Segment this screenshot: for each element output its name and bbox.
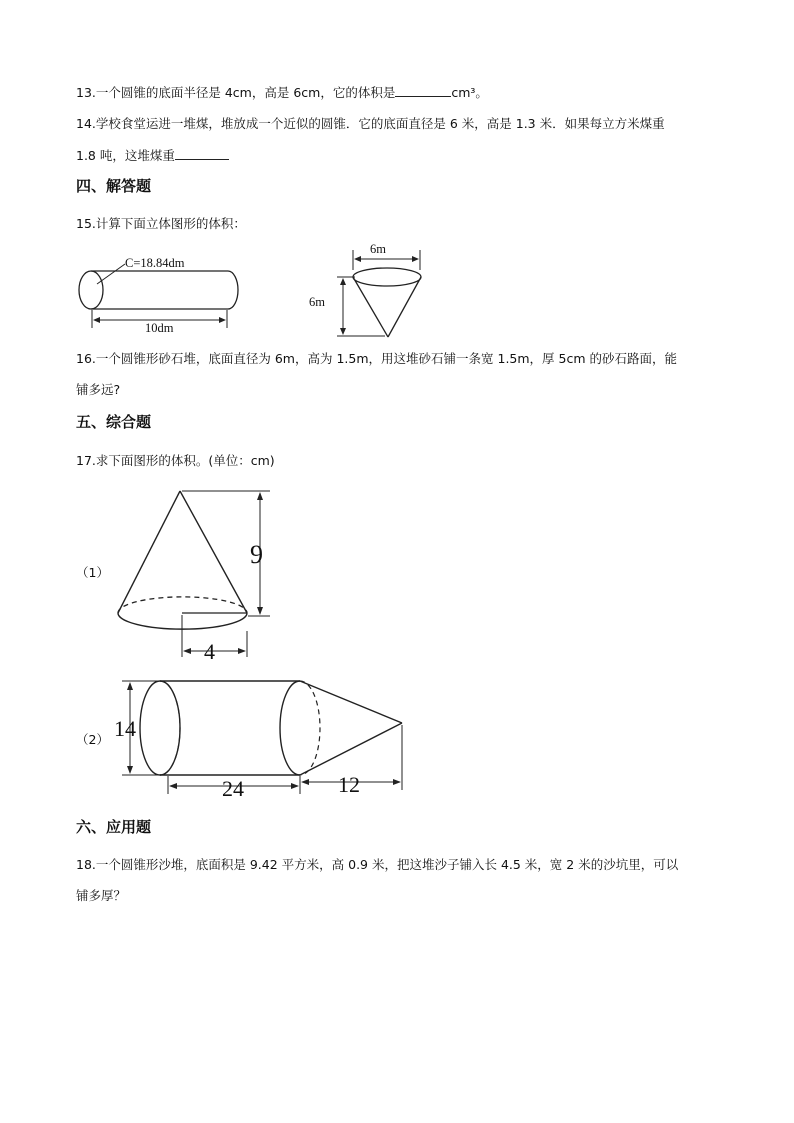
cone-top-face xyxy=(353,268,421,286)
cylinder-left-face xyxy=(79,271,103,309)
question-13 xyxy=(76,84,488,101)
cone-diameter-label: 6m xyxy=(370,242,386,256)
question-17: 17.求下面图形的体积。(单位：cm) xyxy=(76,453,275,468)
question-13-text: 13.一个圆锥的底面半径是 4cm，高是 6cm，它的体积是 xyxy=(76,85,396,100)
answer-blank-14[interactable] xyxy=(175,147,229,160)
cone-large-radius-label: 4 xyxy=(204,639,215,664)
question-13-unit: cm³。 xyxy=(451,85,488,100)
figure-label-2: （2） xyxy=(76,732,109,747)
cone-height-label: 6m xyxy=(309,295,325,309)
question-14-text: 1.8 吨，这堆煤重 xyxy=(76,148,175,163)
section-heading-5: 五、综合题 xyxy=(76,413,152,431)
figure-cone-large xyxy=(112,485,282,665)
figure-label-1: （1） xyxy=(76,565,109,580)
section-heading-6: 六、应用题 xyxy=(76,818,152,836)
figure-cone-small xyxy=(305,240,435,340)
cylinder-length-label: 10dm xyxy=(145,321,174,335)
question-18-line-2: 铺多厚？ xyxy=(76,888,127,903)
composite-diameter-label: 14 xyxy=(114,716,136,741)
question-15: 15.计算下面立体图形的体积： xyxy=(76,216,246,231)
question-18-line-1: 18.一个圆锥形沙堆，底面积是 9.42 平方米，高 0.9 米，把这堆沙子铺入长 4.5 米，宽 2 米的沙坑里，可以 xyxy=(76,857,679,872)
question-14-line-1: 14.学校食堂运进一堆煤，堆放成一个近似的圆锥．它的底面直径是 6 米，高是 1.3 米．如果每立方米煤重 xyxy=(76,116,665,131)
cylinder-circumference-label: C=18.84dm xyxy=(125,256,185,270)
figure-cylinder-cone xyxy=(110,668,410,808)
figure-cylinder xyxy=(75,252,245,335)
composite-cone-length-label: 12 xyxy=(338,772,360,797)
question-16-line-2: 铺多远? xyxy=(76,382,121,397)
answer-blank-13[interactable] xyxy=(395,84,451,97)
question-16-line-1: 16.一个圆锥形砂石堆，底面直径为 6m，高为 1.5m，用这堆砂石铺一条宽 1.5m，厚 5cm 的砂石路面，能 xyxy=(76,351,677,366)
composite-cylinder-length-label: 24 xyxy=(222,776,244,801)
cone-large-height-label: 9 xyxy=(250,540,263,569)
question-14-line-2 xyxy=(76,147,229,164)
section-heading-4: 四、解答题 xyxy=(76,177,152,195)
